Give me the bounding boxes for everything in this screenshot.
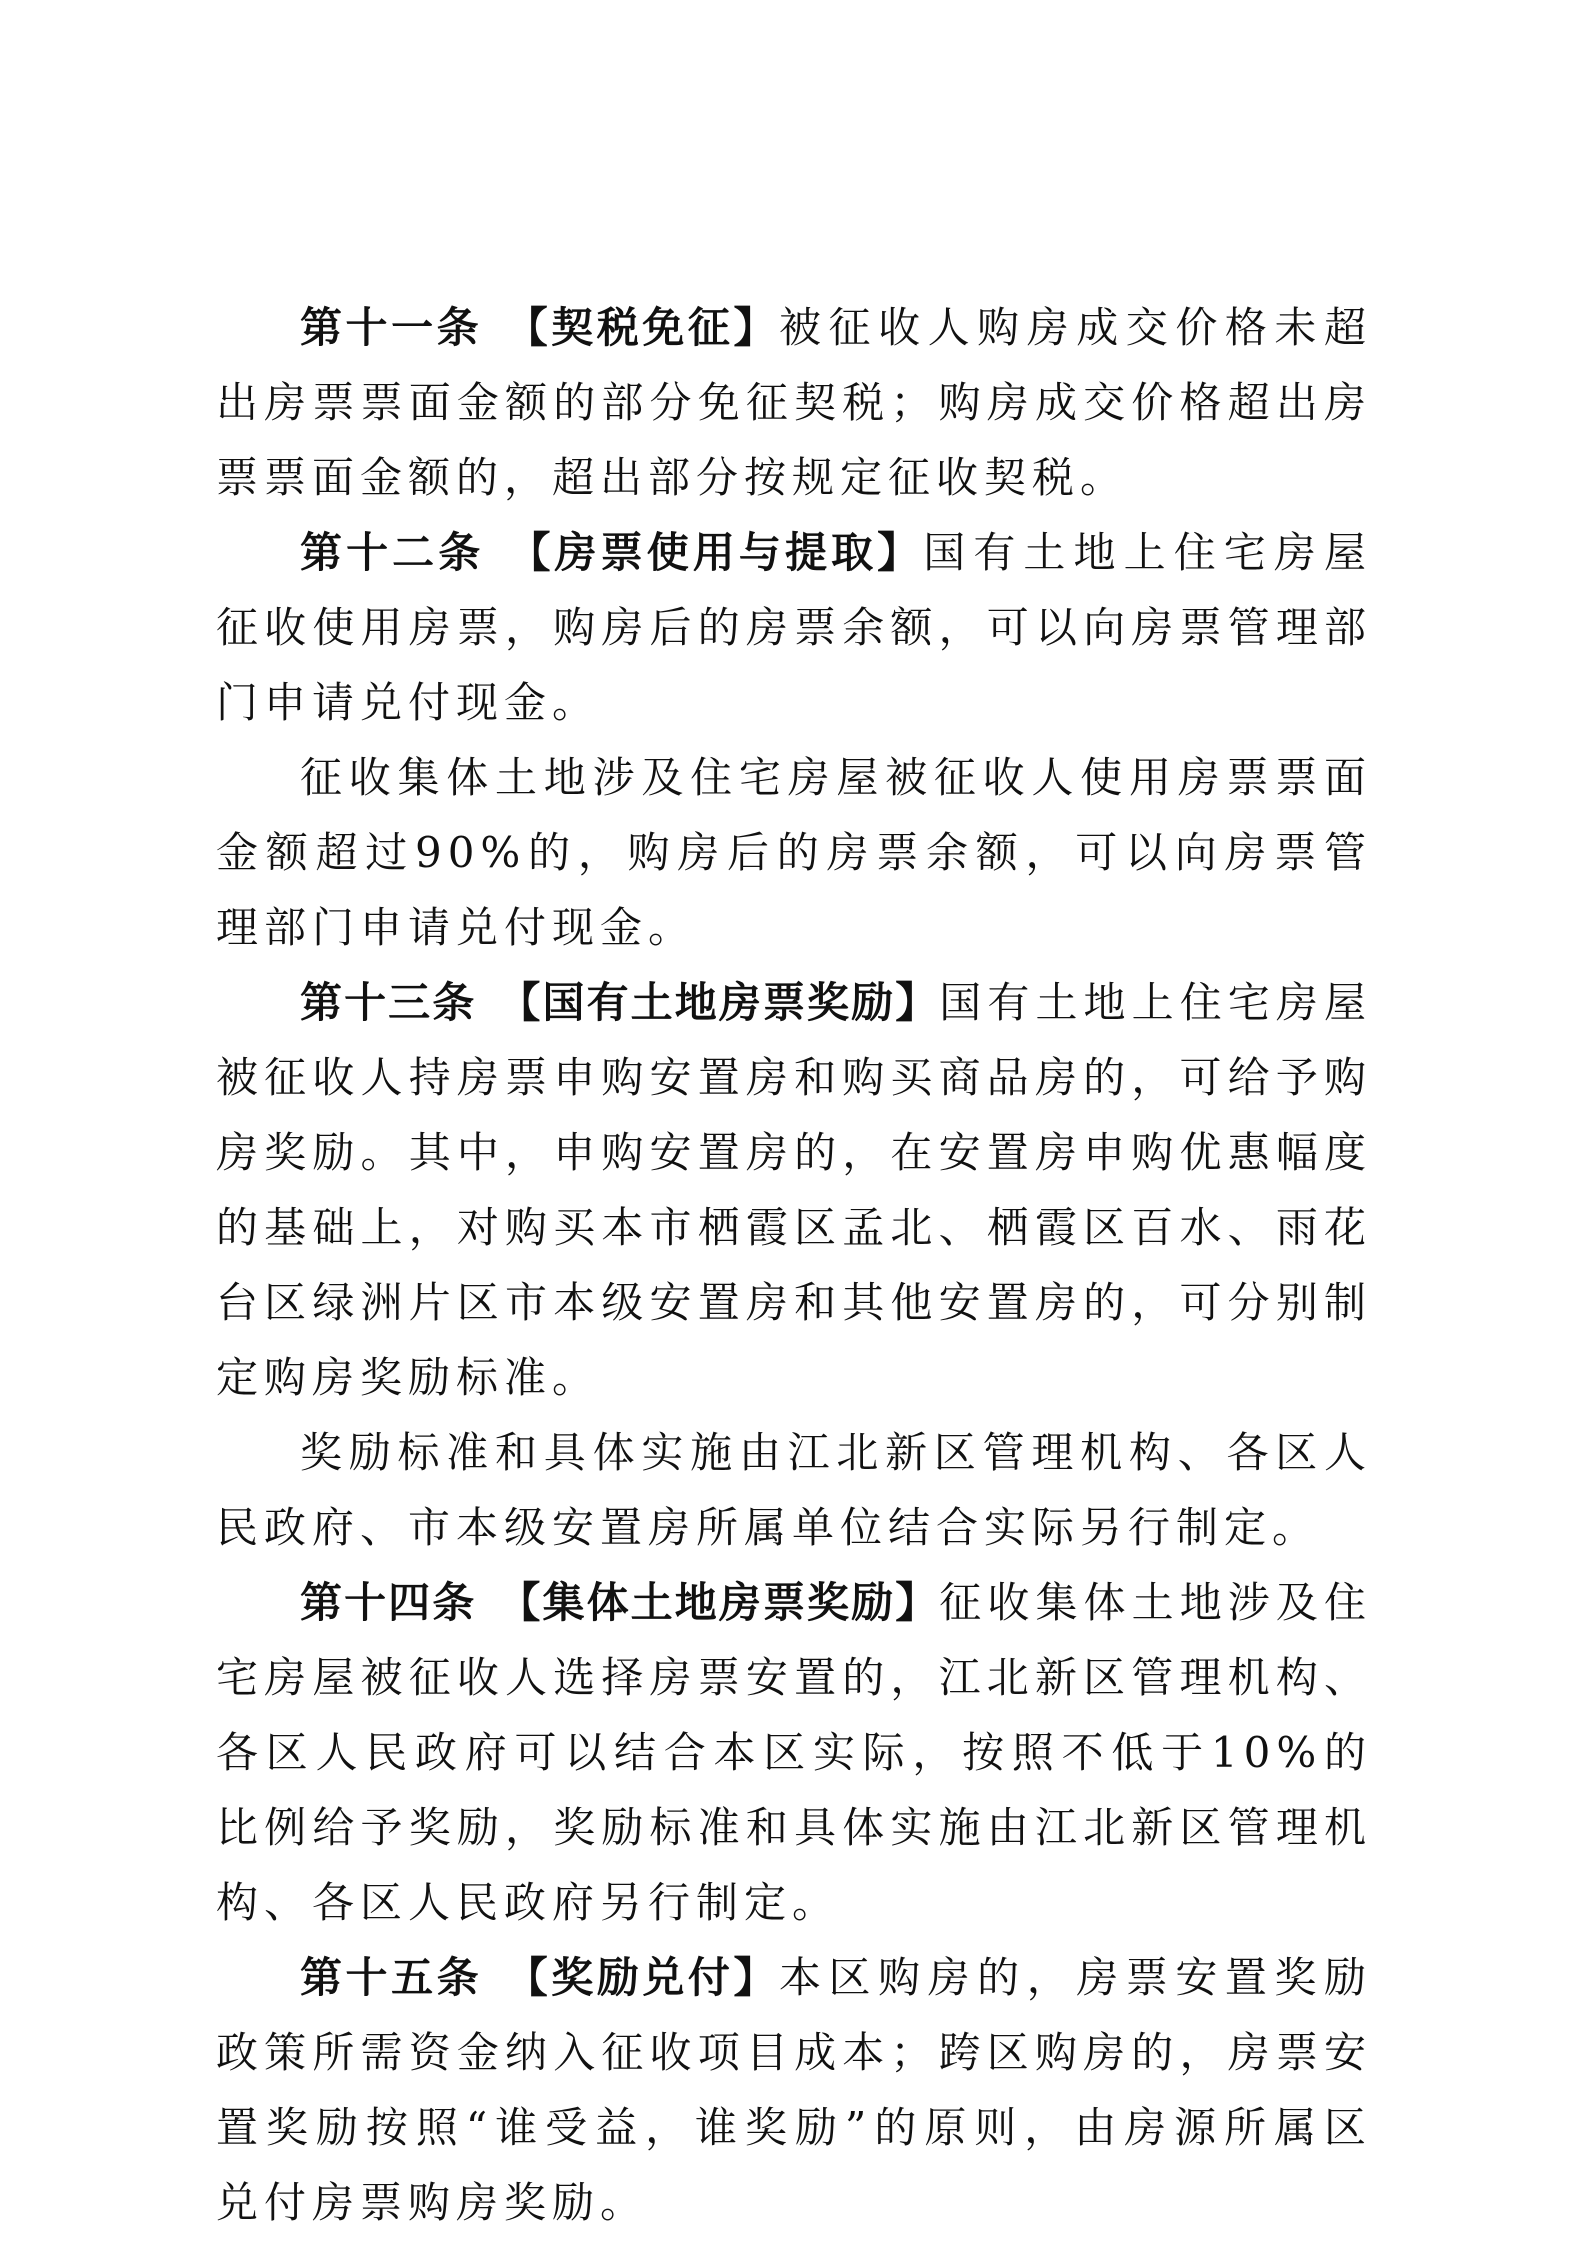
article-13-paragraph-2: 奖励标准和具体实施由江北新区管理机构、各区人民政府、市本级安置房所属单位结合实际另行制定。: [216, 1428, 1372, 1552]
article-12-number: 第十二条: [300, 528, 485, 577]
article-13: [216, 965, 1372, 1415]
article-14-body: 征收集体土地涉及住宅房屋被征收人选择房票安置的，江北新区管理机构、各区人民政府可以结合本区实际，按照不低于10%的比例给予奖励，奖励标准和具体实施由江北新区管理机构、各区人民政府另行制定。: [216, 1578, 1372, 1927]
article-11-body: 被征收人购房成交价格未超出房票票面金额的部分免征契税；购房成交价格超出房票票面金额的，超出部分按规定征收契税。: [216, 303, 1372, 502]
article-11-number: 第十一条: [300, 303, 483, 352]
article-15-number: 第十五条: [300, 1953, 483, 2002]
article-13-title: 【国有土地房票奖励】: [498, 978, 940, 1027]
article-15-title: 【奖励兑付】: [504, 1953, 779, 2002]
article-14-title: 【集体土地房票奖励】: [498, 1578, 940, 1627]
article-11: [216, 290, 1372, 515]
article-12-paragraph-2: 征收集体土地涉及住宅房屋被征收人使用房票票面金额超过90%的，购房后的房票余额，可以向房票管理部门申请兑付现金。: [216, 753, 1372, 952]
article-14-number: 第十四条: [300, 1578, 477, 1627]
article-15-body: 本区购房的，房票安置奖励政策所需资金纳入征收项目成本；跨区购房的，房票安置奖励按照“谁受益，谁奖励”的原则，由房源所属区兑付房票购房奖励。: [216, 1953, 1372, 2227]
article-12: [216, 515, 1372, 740]
article-12-body: 国有土地上住宅房屋征收使用房票，购房后的房票余额，可以向房票管理部门申请兑付现金。: [216, 528, 1372, 727]
article-13-number: 第十三条: [300, 978, 477, 1027]
article-11-title: 【契税免征】: [504, 303, 779, 352]
document-page: [216, 290, 1372, 2240]
article-14: [216, 1565, 1372, 1940]
article-12-title: 【房票使用与提取】: [506, 528, 924, 577]
article-13-body: 国有土地上住宅房屋被征收人持房票申购安置房和购买商品房的，可给予购房奖励。其中，申购安置房的，在安置房申购优惠幅度的基础上，对购买本市栖霞区孟北、栖霞区百水、雨花台区绿洲片区市本级安置房和其他安置房的，可分别制定购房奖励标准。: [216, 978, 1372, 1402]
article-15: [216, 1940, 1372, 2240]
